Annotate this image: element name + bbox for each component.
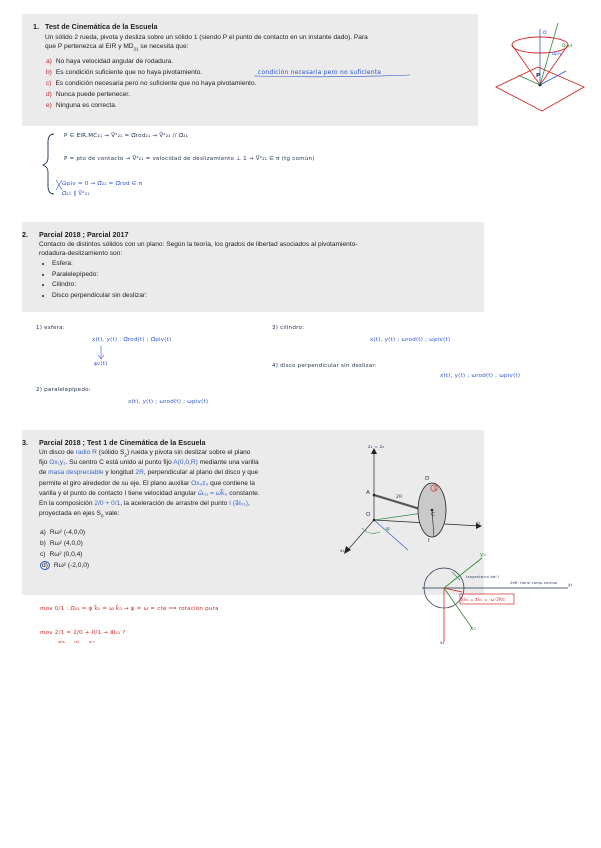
q1-statement-line-1: Un sólido 2 rueda, pivota y desliza sobre un sólido 1 (siendo P el punto de contacto en un instante dado). Para bbox=[45, 34, 368, 41]
q3-statement-part: masa despreciable bbox=[48, 469, 104, 477]
q3-statement-part: (sólido S bbox=[96, 449, 125, 456]
q3-fig-label-i: I bbox=[428, 538, 430, 544]
q1-note-line-1: P ∈ EIR,MC₂₁ → V⃗²₂₁ = Ω⃗rod₂₁ → V⃗²₂₁ // Ω⃗₂₁ bbox=[64, 133, 189, 139]
q3-fig-label-e: E bbox=[434, 487, 438, 492]
q2-note-cilindro-label: 3) cilindro: bbox=[272, 325, 305, 331]
q2-item: • Cilindro: bbox=[52, 280, 147, 291]
q3-statement-line-4 bbox=[39, 479, 255, 488]
q1-cone-figure bbox=[488, 15, 590, 123]
q3-option-3 bbox=[40, 550, 83, 561]
q2-note-esfera-sub: ψ₂(t) bbox=[94, 361, 108, 367]
q3-statement-part: Un disco de bbox=[39, 449, 76, 456]
q3-side-label-tray: trayectoria del I bbox=[466, 574, 500, 579]
q3-option-text: Rω² (4,0,0) bbox=[49, 540, 83, 547]
q1-note-line-2: P = pto de contacto → V⃗²₂₁ = velocidad de deslizamiento ⊥ 1 → V⃗²₂₁ ∈ π (tg común) bbox=[64, 156, 315, 162]
q2-note-cilindro-values: x(t), y(t) ; ωrod(t) ; ωpiv(t) bbox=[370, 337, 451, 343]
q3-statement-part: En la composición bbox=[39, 500, 95, 507]
q2-note-esfera-arrow bbox=[96, 345, 106, 361]
q3-fig-label-psi: ψ bbox=[386, 526, 390, 532]
q2-item: • Paralelepípedo: bbox=[52, 270, 147, 281]
q3-option-text: Rω² (-4,0,0) bbox=[49, 529, 86, 536]
q1-option-letter: d) bbox=[46, 91, 52, 98]
q3-statement-line-7 bbox=[39, 509, 119, 520]
q3-statement-part: . Su centro C está unido al punto fijo bbox=[65, 459, 174, 467]
q3-statement-part: mediante una varilla bbox=[197, 459, 259, 467]
q3-fig-label-c: C bbox=[431, 512, 436, 518]
q3-statement-part: que contiene la bbox=[208, 479, 255, 487]
q2-note-disco-values: x(t), y(t) ; ωrod(t) ; ωpiv(t) bbox=[440, 373, 521, 379]
q2-note-esfera-values: x(t), y(t) ; Ω⃗rod(t) ; Ω⃗piv(t) bbox=[92, 337, 172, 343]
q3-side-label-tray2: 2πR: tiene comp normal bbox=[510, 581, 558, 585]
q1-note-line-3: ω⃗piv = 0 → Ω⃗₂₁ = Ω⃗rod ∈ π bbox=[62, 181, 143, 187]
q3-side-label-y1: y₁ bbox=[568, 583, 573, 588]
q2-title: Parcial 2018 ; Parcial 2017 bbox=[39, 230, 129, 239]
q3-fig-label-z: z₁ = z₀ bbox=[368, 445, 385, 450]
q2-statement-line-2: rodadura-deslizamiento son: bbox=[39, 250, 123, 257]
q3-statement-part: y longitud bbox=[103, 469, 136, 477]
q3-statement-part: I (a⃗I₀₁) bbox=[229, 500, 248, 507]
q3-fig-label-a: A bbox=[366, 490, 371, 496]
q3-option-text: Rω² (-2,0,0) bbox=[53, 562, 90, 569]
q1-option-text: Es condición necesaria pero no suficiente que no haya pivotamiento. bbox=[55, 80, 257, 87]
q3-option-text: Rω² (0,0,4) bbox=[49, 551, 83, 558]
q3-note-mov01: mov 0/1 : Ω⃗₀₁ = ψ̇ k⃗₀ = ω k⃗₀ → ψ̇ = ω = cte ⟹ rotación pura bbox=[40, 606, 219, 612]
q1-figure-label-p: P bbox=[536, 73, 541, 79]
q3-statement-part: permite el giro alrededor de su eje. El plano auxiliar bbox=[39, 479, 192, 487]
q2-note-para-values: x(t), y(t) ; ωrod(t) ; ωpiv(t) bbox=[128, 399, 209, 405]
q3-option-1 bbox=[40, 528, 85, 539]
q1-option-text: Nunca puede pertenecer. bbox=[55, 91, 130, 98]
q3-disc-figure bbox=[330, 440, 490, 560]
q1-note-b: condición necesaria pero no suficiente bbox=[258, 69, 382, 76]
q3-statement-part: de bbox=[39, 469, 49, 477]
q1-option-letter: c) bbox=[46, 80, 52, 87]
q1-note-line-4: Ω⃗₂₁ ∥ V⃗²₂₁ bbox=[62, 191, 90, 197]
q3-side-label-x0: x₀ bbox=[470, 626, 476, 632]
q3-statement-part: , perpendicular al plano del disco y que bbox=[143, 469, 259, 477]
q3-option-letter: b) bbox=[40, 540, 46, 547]
q3-statement-part: 2R bbox=[135, 469, 144, 477]
q1-option-text: Es condición suficiente que no haya pivotamiento. bbox=[55, 69, 203, 76]
q3-note-mov21-sub: abs rel arr bbox=[58, 640, 95, 644]
q1-option-2 bbox=[46, 68, 202, 79]
q3-number: 3. bbox=[22, 438, 28, 447]
q3-statement-line-2 bbox=[39, 458, 259, 467]
q3-statement-part: 0 bbox=[100, 513, 104, 519]
q3-statement-part: , la aceleración de arrastre del punto bbox=[120, 500, 230, 507]
q3-fig-label-y: y₁ bbox=[476, 521, 481, 526]
q3-statement-part: vale: bbox=[103, 510, 120, 518]
q2-note-esfera-label: 1) esfera: bbox=[36, 325, 65, 331]
q3-option-2 bbox=[40, 539, 83, 550]
q3-fig-label-d: D bbox=[425, 476, 430, 482]
q3-option-letter: d) bbox=[42, 562, 48, 569]
q3-option-letter: c) bbox=[40, 551, 46, 558]
q1-title: Test de Cinemática de la Escuela bbox=[45, 22, 158, 31]
q3-side-label-eq: a⃗I₀₁ = a⃗I₀₁ = -ω²2Ri⃗₀ bbox=[461, 597, 506, 602]
q1-option-letter: a) bbox=[46, 58, 52, 65]
q3-statement-part: A(0,0,R) bbox=[173, 459, 198, 467]
q3-statement-part: , bbox=[247, 500, 250, 507]
q3-fig-label-o: O bbox=[366, 512, 371, 518]
q3-statement-line-6 bbox=[39, 499, 250, 508]
q3-side-label-x1: x₁ bbox=[440, 641, 445, 646]
q2-item: • Esfera: bbox=[52, 259, 147, 270]
q3-statement-part: proyectada en ejes S bbox=[39, 510, 101, 518]
q3-statement-part: varilla y el punto de contacto I tiene velocidad angular bbox=[39, 489, 198, 497]
q1-figure-label-piv: Ω⃗piv bbox=[552, 51, 562, 56]
q1-option-3 bbox=[46, 79, 256, 90]
q3-statement-part: ω⃗₀₁ = ωk⃗₀ bbox=[197, 489, 228, 497]
q3-fig-label-x: x₁ bbox=[340, 549, 345, 554]
q2-statement-line-1: Contacto de distintos sólidos con un plano: Según la teoría, los grados de libertad asociados al pivotamiento- bbox=[39, 241, 358, 248]
q3-side-sketch bbox=[418, 550, 598, 650]
q1-option-5 bbox=[46, 101, 117, 112]
q3-statement-part: Ox₁y₁ bbox=[49, 459, 66, 467]
q1-option-letter: b) bbox=[46, 69, 52, 76]
q3-side-label-y0: y₀ bbox=[480, 552, 486, 558]
q3-option-4 bbox=[40, 561, 89, 572]
q1-option-1 bbox=[46, 57, 173, 68]
q1-option-text: No haya velocidad angular de rodadura. bbox=[55, 58, 174, 65]
q3-statement-part: ) rueda y pivota sin deslizar sobre el plano bbox=[126, 449, 251, 456]
q2-item: • Disco perpendicular sin deslizar: bbox=[52, 291, 147, 302]
q1-option-letter: e) bbox=[46, 102, 52, 109]
q2-note-para-label: 2) paralelepípedo: bbox=[36, 387, 91, 393]
q2-note-disco-label: 4) disco perpendicular sin deslizar: bbox=[272, 363, 377, 369]
q3-note-mov21: mov 2/1 = 2/0 + 0/1 → a⃗I₀₁ ? bbox=[40, 630, 126, 636]
q1-note-b-underline bbox=[252, 74, 412, 78]
q3-statement-part: constante. bbox=[227, 489, 260, 497]
q3-fig-label-2r: 2R bbox=[396, 495, 403, 500]
q1-number: 1. bbox=[33, 22, 39, 31]
q3-statement-part: Ox₀z₀ bbox=[191, 479, 209, 487]
q3-statement-line-3 bbox=[39, 468, 258, 477]
q1-statement-line-2: que P pertenezca al EIR y $MD_{21}$ se necesita que: bbox=[45, 43, 189, 52]
q3-statement-part: 2/0 + 0/1 bbox=[94, 500, 121, 507]
q1-option-4 bbox=[46, 90, 130, 101]
q3-statement-line-5 bbox=[39, 489, 260, 498]
q3-statement-part: radio R bbox=[75, 449, 97, 456]
q3-statement-part: 2 bbox=[124, 452, 127, 458]
q3-statement-part: fijo bbox=[39, 459, 50, 467]
q3-option-letter: a) bbox=[40, 529, 46, 536]
q3-title: Parcial 2018 ; Test 1 de Cinemática de la Escuela bbox=[39, 438, 206, 447]
q2-number: 2. bbox=[22, 230, 28, 239]
q1-figure-label-rod: Ω⃗rod bbox=[562, 43, 573, 48]
q1-figure-label-omega: Ω⃗ bbox=[543, 31, 547, 36]
q2-items bbox=[40, 259, 147, 301]
q1-option-text: Ninguna es correcta. bbox=[55, 102, 117, 109]
